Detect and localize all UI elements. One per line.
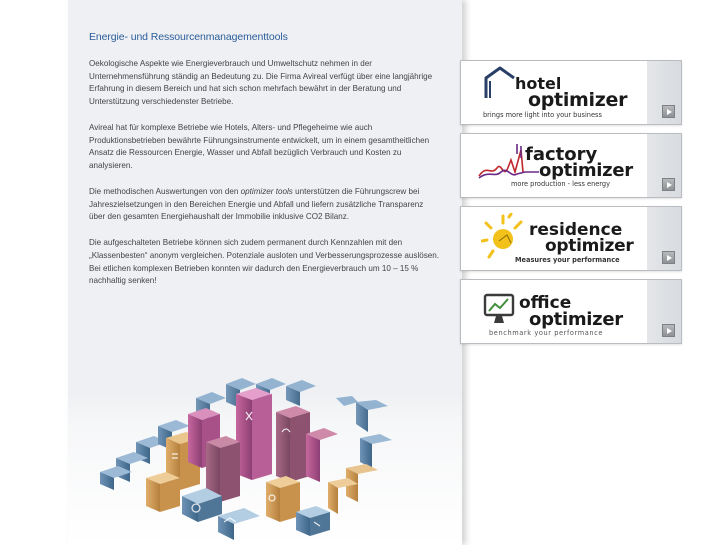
house-icon (483, 66, 517, 100)
hotel-optimizer-banner[interactable] (460, 60, 682, 125)
hotel-tagline: brings more light into your business (483, 111, 602, 119)
office-optimizer-banner[interactable] (460, 279, 682, 344)
office-tagline: benchmark your performance (489, 329, 604, 337)
optimizer-word: optimizer (545, 236, 634, 256)
play-arrow-icon[interactable] (662, 105, 675, 118)
residence-tagline: Measures your performance (515, 256, 620, 264)
article-paragraph-2: Avireal hat für komplexe Betriebe wie Hotels, Alters- und Pflegeheime wie auch Produktionsbetrieben bewährte Führungsinstrumente entwickelt, um in einem gesamtheitlichen Ansatz die Ressourcen Energie, Wasser und Abfall bezüglich Verbrauch und Kosten zu analysieren. (89, 122, 430, 171)
factory-word: factory (525, 144, 598, 165)
hotel-optimizer-logo (461, 61, 649, 124)
article-paragraph-4: Die aufgeschalteten Betriebe können sich zudem permanent durch Kennzahlen mit den „Klassenbesten“ anonym vergleichen. Potenziale ausloten und Verbesserungsprozesse auslösen. Bei etlichen komplexen Betrieben konnten wir dadurch den Energieverbrauch um 10 – 15 % nachhaltig senken! (89, 237, 440, 286)
hotel-word: hotel (515, 74, 562, 93)
optimizer-word: optimizer (529, 309, 623, 330)
office-word: office (519, 293, 572, 313)
factory-optimizer-logo (461, 134, 649, 197)
play-arrow-icon[interactable] (662, 324, 675, 337)
article-paragraph-3 (89, 186, 441, 224)
residence-optimizer-logo (461, 207, 649, 270)
residence-optimizer-banner[interactable] (460, 206, 682, 271)
paragraph-3-start: Die methodischen Auswertungen von den (89, 186, 241, 196)
residence-word: residence (529, 220, 623, 240)
paragraph-3-end: unterstützen die Führungscrew bei Jahreszielsetzungen in den Bereichen Energie und Abfall und liefern zusätzliche Transparenz über den gesamten Energiehaushalt der Immobilie inklusive CO2 Bilanz. (89, 186, 424, 222)
optimizer-word: optimizer (539, 160, 633, 181)
optimizer-word: optimizer (528, 89, 628, 111)
article-paragraph-1: Oekologische Aspekte wie Energieverbrauch und Umweltschutz nehmen in der Unternehmensführung ständig an Bedeutung zu. Die Firma Avireal verfügt über eine langjährige Erfahrung in diesem Bereich und hat sich schon mehrfach bewährt in der Beratung und Unterstützung verschiedenster Betriebe. (89, 58, 433, 107)
article (89, 31, 441, 288)
factory-tagline: more production - less energy (511, 180, 610, 188)
building-blocks-graphic (96, 372, 396, 545)
office-optimizer-logo (461, 280, 649, 343)
play-arrow-icon[interactable] (662, 251, 675, 264)
optimizer-tools-emphasis: optimizer tools (240, 186, 293, 196)
play-arrow-icon[interactable] (662, 178, 675, 191)
factory-optimizer-banner[interactable] (460, 133, 682, 198)
article-title: Energie- und Ressourcenmanagementtools (89, 31, 288, 43)
monitor-chart-icon (483, 292, 517, 326)
